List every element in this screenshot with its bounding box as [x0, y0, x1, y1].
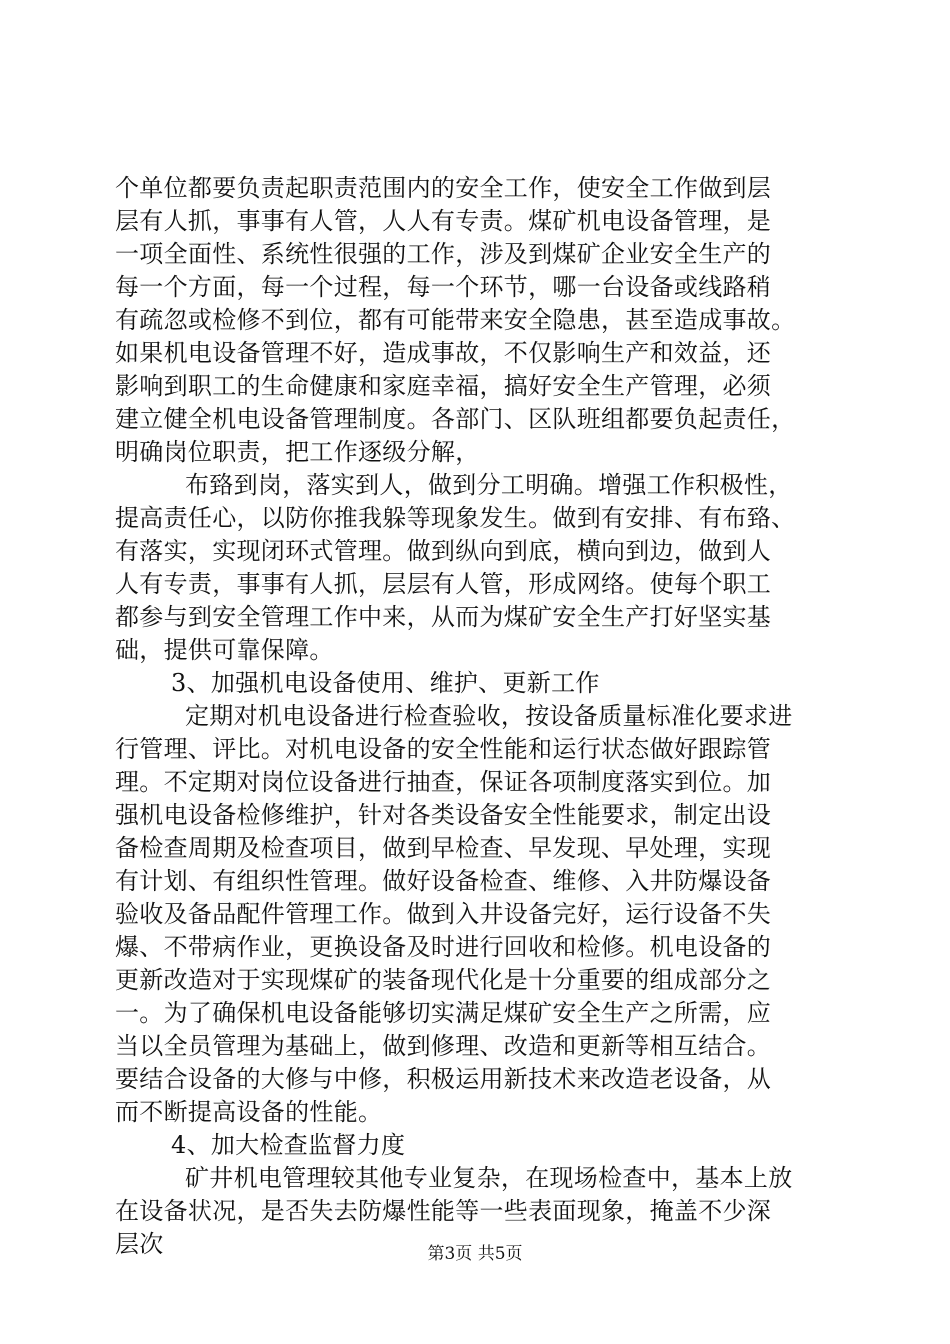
section-heading: 3、加强机电设备使用、维护、更新工作: [171, 669, 600, 697]
text-line: 层次: [115, 1230, 164, 1258]
text-line: 明确岗位职责，把工作逐级分解，: [115, 438, 480, 466]
text-line: 矿井机电管理较其他专业复杂，在现场检查中，基本上放: [185, 1164, 793, 1192]
text-line: 有计划、有组织性管理。做好设备检查、维修、入井防爆设备: [115, 867, 772, 895]
text-line: 强机电设备检修维护，针对各类设备安全性能要求，制定出设: [115, 801, 772, 829]
text-line: 人有专责，事事有人抓，层层有人管，形成网络。使每个职工: [115, 570, 772, 598]
text-line: 个单位都要负责起职责范围内的安全工作，使安全工作做到层: [115, 174, 772, 202]
text-line: 行管理、评比。对机电设备的安全性能和运行状态做好跟踪管: [115, 735, 772, 763]
page-footer: 第3页 共5页: [427, 1244, 523, 1264]
text-line: 建立健全机电设备管理制度。各部门、区队班组都要负起责任，: [115, 405, 796, 433]
text-line: 如果机电设备管理不好，造成事故，不仅影响生产和效益，还: [115, 339, 772, 367]
text-line: 布臵到岗，落实到人，做到分工明确。增强工作积极性，: [185, 471, 793, 499]
text-line: 每一个方面，每一个过程，每一个环节，哪一台设备或线路稍: [115, 273, 772, 301]
text-line: 一。为了确保机电设备能够切实满足煤矿安全生产之所需，应: [115, 999, 772, 1027]
text-line: 要结合设备的大修与中修，积极运用新技术来改造老设备，从: [115, 1065, 772, 1093]
text-line: 验收及备品配件管理工作。做到入井设备完好，运行设备不失: [115, 900, 772, 928]
section-heading: 4、加大检查监督力度: [171, 1131, 406, 1159]
text-line: 有疏忽或检修不到位，都有可能带来安全隐患，甚至造成事故。: [115, 306, 796, 334]
text-line: 一项全面性、系统性很强的工作，涉及到煤矿企业安全生产的: [115, 240, 772, 268]
text-line: 而不断提高设备的性能。: [115, 1098, 383, 1126]
text-line: 有落实，实现闭环式管理。做到纵向到底，横向到边，做到人: [115, 537, 772, 565]
text-line: 当以全员管理为基础上，做到修理、改造和更新等相互结合。: [115, 1032, 772, 1060]
text-line: 层有人抓，事事有人管，人人有专责。煤矿机电设备管理，是: [115, 207, 772, 235]
text-line: 更新改造对于实现煤矿的装备现代化是十分重要的组成部分之: [115, 966, 772, 994]
text-line: 影响到职工的生命健康和家庭幸福，搞好安全生产管理，必须: [115, 372, 772, 400]
text-line: 都参与到安全管理工作中来，从而为煤矿安全生产打好坚实基: [115, 603, 772, 631]
text-line: 备检查周期及检查项目，做到早检查、早发现、早处理，实现: [115, 834, 772, 862]
text-line: 爆、不带病作业，更换设备及时进行回收和检修。机电设备的: [115, 933, 772, 961]
text-line: 础，提供可靠保障。: [115, 636, 334, 664]
body-text: [115, 172, 850, 1261]
text-line: 定期对机电设备进行检查验收，按设备质量标准化要求进: [185, 702, 793, 730]
text-line: 提高责任心，以防你推我躲等现象发生。做到有安排、有布臵、: [115, 504, 796, 532]
text-line: 理。不定期对岗位设备进行抽查，保证各项制度落实到位。加: [115, 768, 772, 796]
text-line: 在设备状况，是否失去防爆性能等一些表面现象，掩盖不少深: [115, 1197, 772, 1225]
